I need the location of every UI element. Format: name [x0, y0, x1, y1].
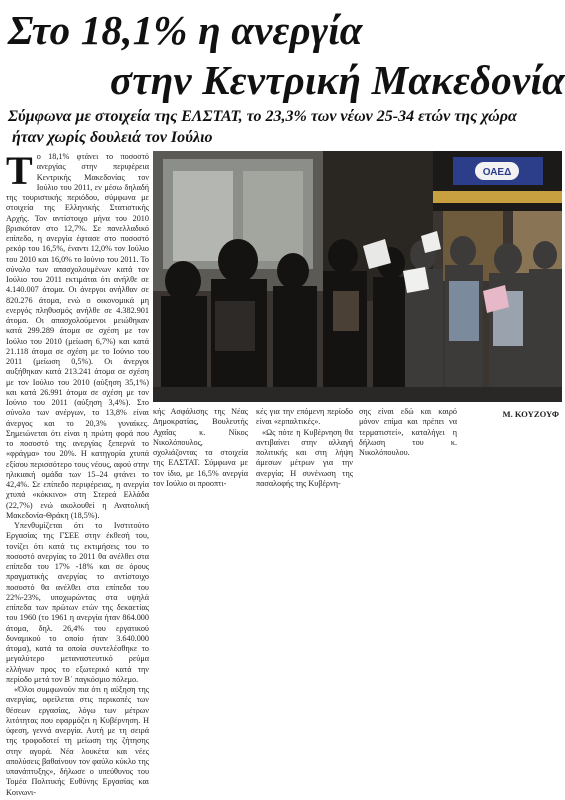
shop-sign-text: ΟΑΕΔ — [482, 167, 512, 178]
text-column-4 — [359, 407, 457, 467]
paragraph-1: ο 18,1% φτάνει το ποσοστό ανεργίας στην περιφέρεια Κεντρικής Μακεδονίας τον Ιούλιο του 2011, εν μέσω δηλαδή της τουριστικής περιόδου, σύμφωνα με στοιχεία της Ελληνικής Στατιστικής Αρχής. Τον αντίστοιχο μήνα του 2010 βρισκόταν στο 12,7%. Σε πανελλαδικό επίπεδο, η ανεργία έφτασε στο ποσοστό ρεκόρ του 16,5%, έναντι 12,0% τον Ιούλιο του 2010 και 16,0% το Ιούνιο του 2011. Το σύνολο των απασχολουμένων κατά τον Ιούλιο του 2011 εκτιμάται ότι ανήλθε σε 4.140.007 άτομα. Οι άνεργοι ανήλθαν σε 820.276 άτομα, ενώ ο οικονομικά μη ενεργός πληθυσμός ανήλθε σε 4.382.901 άτομα. Οι απασχολούμενοι μειώθηκαν κατά 299.289 άτομα σε σχέση με τον Ιούλιο του 2010 (μείωση 6,7%) και κατά 21.118 άτομα σε σχέση με το Ιούνιο του 2011 (μείωση 0,5%). Οι άνεργοι αυξήθηκαν κατά 213.241 άτομα σε σχέση με τον Ιούλιο του 2010 (αύξηση 35,1%) και κατά 26.991 άτομα σε σχέση με τον Ιούνιο του 2011 (αύξηση 3,4%). Στο σύνολο των ανέργων, το 13,8% είναι άνεργος και το 20,3% γυναίκες. Σημειώνεται ότι είναι η πρώτη φορά που το ποσοστό της ανεργίας ξεπερνά το «φράγμα» του 20%. Η κατηγορία χτυπά εξίσου περισσότερο τους νέους, αφού στην ηλικιακή ομάδα των 15–24 φτάνει το 42,4%. Σε επίπεδο περιφέρειας, η ανεργία χτυπά «κόκκινο» στη Στερεά Ελλάδα (22,7%) ενώ ακολουθεί η Ανατολική Μακεδονία-Θράκη (18,5%). — [6, 152, 149, 520]
headline-line-2: στην Κεντρική Μακεδονία — [110, 57, 565, 103]
text-column-2 — [153, 407, 248, 488]
drop-cap: Τ — [6, 148, 33, 193]
text-column-5 — [463, 407, 559, 467]
column-4-text: σης είναι εδώ και καιρό μόνον επίμα και πρέπει να τερματιστεί», καταλήγει η δήλωση του κ. Νικολόπουλου. — [359, 407, 457, 457]
subheading-line-1: Σύμφωνα με στοιχεία της ΕΛΣΤΑΤ, το 23,3% των νέων 25-34 ετών της χώρα — [8, 108, 517, 125]
column-3-text-a: κές για την επόμενη περίοδο είναι «ερπαλτικές». — [256, 407, 353, 427]
article-subheading — [8, 106, 560, 148]
column-3-text-b: «Ως πότε η Κυβέρνηση θα αντιβαίνει στην αλλαγή πολιτικής και στη λήψη άμεσων μέτρων για την ανεργία; Η συνένωση της πασαλοφής της Κυβέρνη- — [256, 427, 353, 488]
text-column-3 — [256, 407, 353, 488]
news-photo-unemployment-queue — [153, 151, 562, 402]
column-2-text: κής Ασφάλισης της Νέας Δημοκρατίας, Βουλευτής Αχαΐας κ. Νίκος Νικολόπουλος, σχολιάζοντας τα στοιχεία της ΕΛΣΤΑΤ. Σύμφωνα με τον ίδιο, με 16,5% ανεργία τον Ιούλιο οι προοπτι- — [153, 407, 248, 488]
text-column-1 — [6, 148, 149, 797]
headline-line-1: Στο 18,1% η ανεργία — [8, 7, 363, 53]
subheading-line-2: ήταν χωρίς δουλειά τον Ιούλιο — [12, 129, 213, 146]
author-signature: Μ. ΚΟΥΖΟΥΦ — [502, 409, 559, 419]
paragraph-3: «Όλοι συμφωνούν πια ότι η αύξηση της ανεργίας, οφείλεται στις περικοπές των θέσεων εργασίας, λόγω των μέτρων λιτότητας που εφαρμόζει η Κυβέρνηση. Η ύφεση, γεννά ανεργία. Αυτή με τη σειρά της τροφοδοτεί τη μείωση της ζήτησης στην αγορά. Νέα λουκέτα και νέες απολύσεις βαθαίνουν τον φαύλο κύκλο της υπανάπτυξης», δήλωσε ο υπεύθυνος του Τομέα Πολιτικής Ευθύνης Εργασίας και Κοινωνι- — [6, 685, 149, 797]
paragraph-2: Υπενθυμίζεται ότι το Ινστιτούτο Εργασίας της ΓΣΕΕ στην έκθεσή του, τονίζει ότι κατά τις εκτιμήσεις του το ποσοστό ανεργίας το 2011 θα ανέλθει στα επίπεδα του 17% -18% και σε όρους πραγματικής ανεργίας το αντίστοιχο ποσοστό θα ανέλθει στα επίπεδα του 22%-23%, υποχωρώντας στα υψηλά επίπεδα των πρώτων ετών της δεκαετίας του 1960 (το 1961 η ανεργία ήταν 864.000 άτομα, δηλ. 26,4% του εργατικού δυναμικού το οποίο ήταν 3.640.000 άτομα), κατά τα οποία συντελέσθηκε το μεγαλύτερο μεταναστευτικό ρεύμα ελλήνων προς το εξωτερικό κατά την περίοδο μετά τον Β΄ παγκόσμιο πόλεμο. — [6, 521, 149, 684]
